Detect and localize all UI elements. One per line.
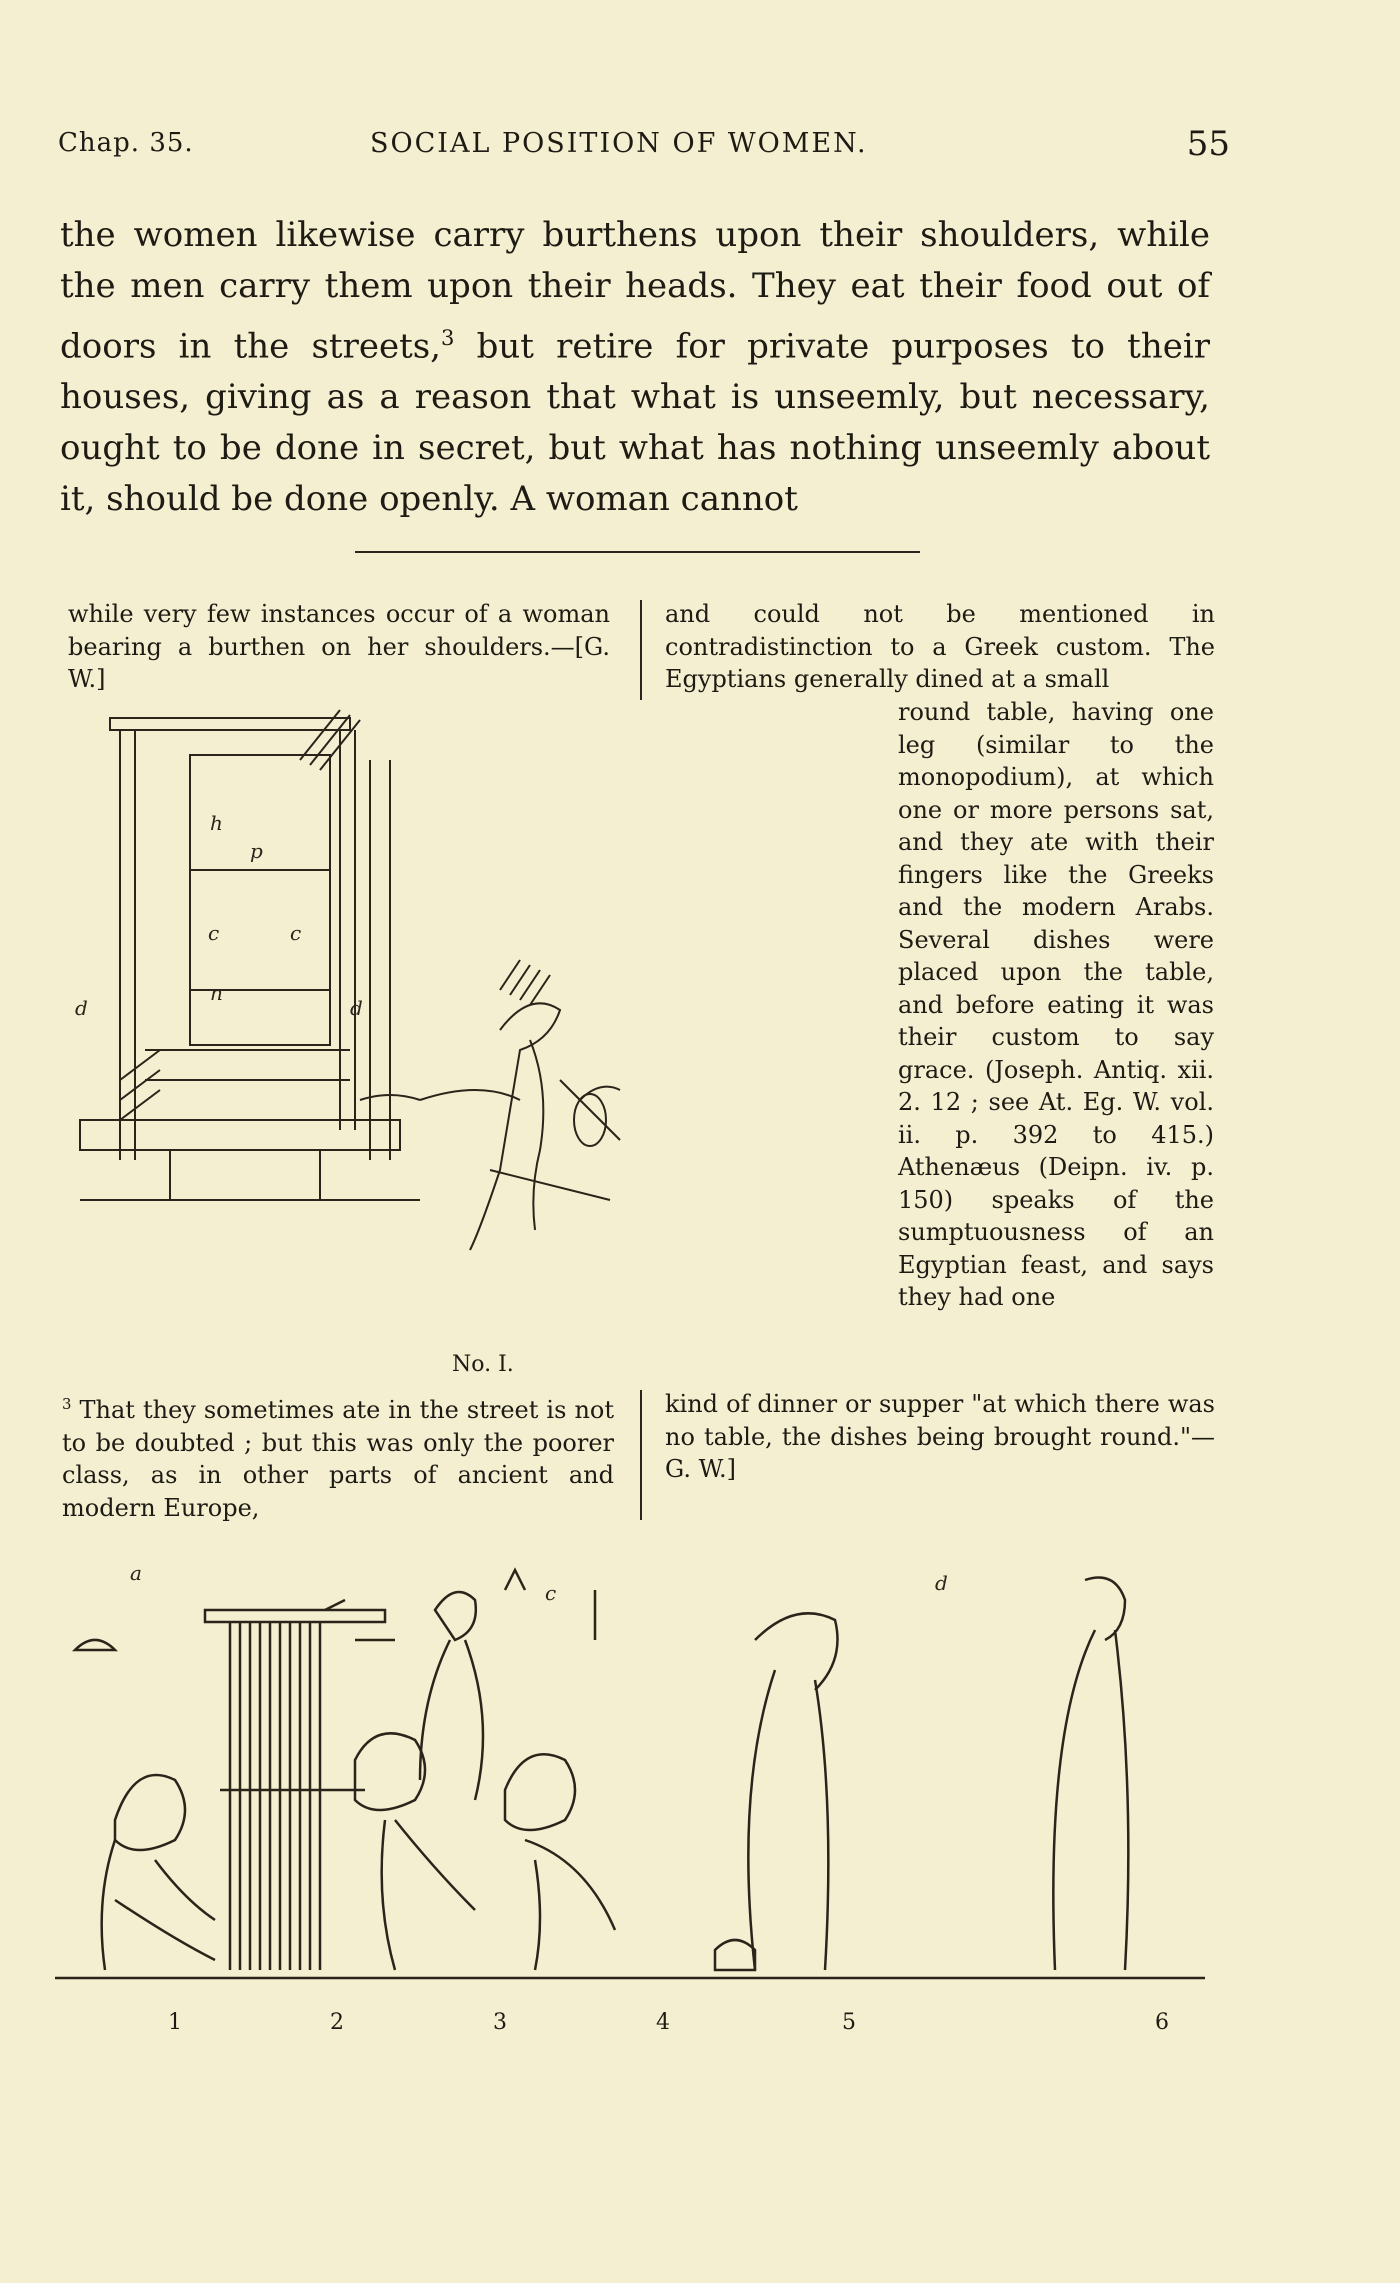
note-right-mid [898,696,1214,1314]
fig1-label-c2: c [290,921,302,945]
fig1-label-n: n [210,981,223,1005]
column-divider [640,600,642,700]
section-rule [355,551,920,553]
note-right-bot [665,1388,1215,1486]
note-text: and could not be mentioned in contradistinction to a Greek custom. The Egyptians generally dined at a small [665,600,1215,693]
note-text: while very few instances occur of a woman bearing a burthen on her shoulders.—[G. W.] [68,600,610,693]
running-title: SOCIAL POSITION OF WOMEN. [370,128,868,159]
column-divider [640,1390,642,1520]
figure-2-illustration [55,1560,1205,2000]
figure-2-number-5: 5 [842,2010,856,2035]
page-number: 55 [1186,124,1230,164]
footnote-text: That they sometimes ate in the street is not to be doubted ; but this was only the poorer class, as in other parts of ancient and modern Europe, [62,1396,614,1522]
footnote-ref: 3 [440,325,455,350]
figure-2-number-1: 1 [168,2010,182,2035]
chapter-label: Chap. 35. [58,128,194,158]
figure-2-number-3: 3 [493,2010,507,2035]
main-text-part-1: the women likewise carry burthens upon their shoulders, while the men carry them upon their heads. They eat their food out of doors in the streets, [60,215,1210,367]
note-left-top [68,598,610,696]
figure-2-number-2: 2 [330,2010,344,2035]
note-text: kind of dinner or supper "at which there was no table, the dishes being brought round."—G. W.] [665,1390,1215,1483]
footnote-paragraph [62,1388,614,1524]
main-paragraph [60,210,1210,525]
fig1-label-c: c [208,921,220,945]
fig2-label-d: d [935,1571,948,1595]
figure-2-number-6: 6 [1155,2010,1169,2035]
main-text [60,210,1210,525]
running-header [58,124,1230,168]
fig2-label-c: c [545,1581,557,1605]
figure-2-number-4: 4 [656,2010,670,2035]
figure-1-illustration [60,700,890,1340]
figure-1-caption: No. I. [452,1352,514,1377]
note-text: round table, having one leg (similar to the monopodium), at which one or more persons sat, and they ate with their fingers like the Greeks and the modern Arabs. Several dishes were placed upon the table, and before eating it was their custom to say grace. (Joseph. Antiq. xii. 2. 12 ; see At. Eg. W. vol. ii. p. 392 to 415.) Athenæus (Deipn. iv. p. 150) speaks of the sumptuousness of an Egyptian feast, and says they had one [898,698,1214,1311]
fig1-label-d: d [75,996,88,1020]
main-text-part-2: but retire for private purposes to their houses, giving as a reason that what is unseemly, but necessary, ought to be done in secret, but what has nothing unseemly about it, should be done openly. A woman cannot [60,326,1210,520]
loom-top-beam [110,718,350,730]
fig1-label-h: h [210,811,223,835]
footnote-left [62,1388,614,1524]
fig1-label-p: p [250,839,263,863]
fig2-label-a: a [130,1561,142,1585]
note-right-top [665,598,1215,696]
footnote-marker: 3 [62,1395,72,1413]
fig1-label-d2: d [350,996,363,1020]
